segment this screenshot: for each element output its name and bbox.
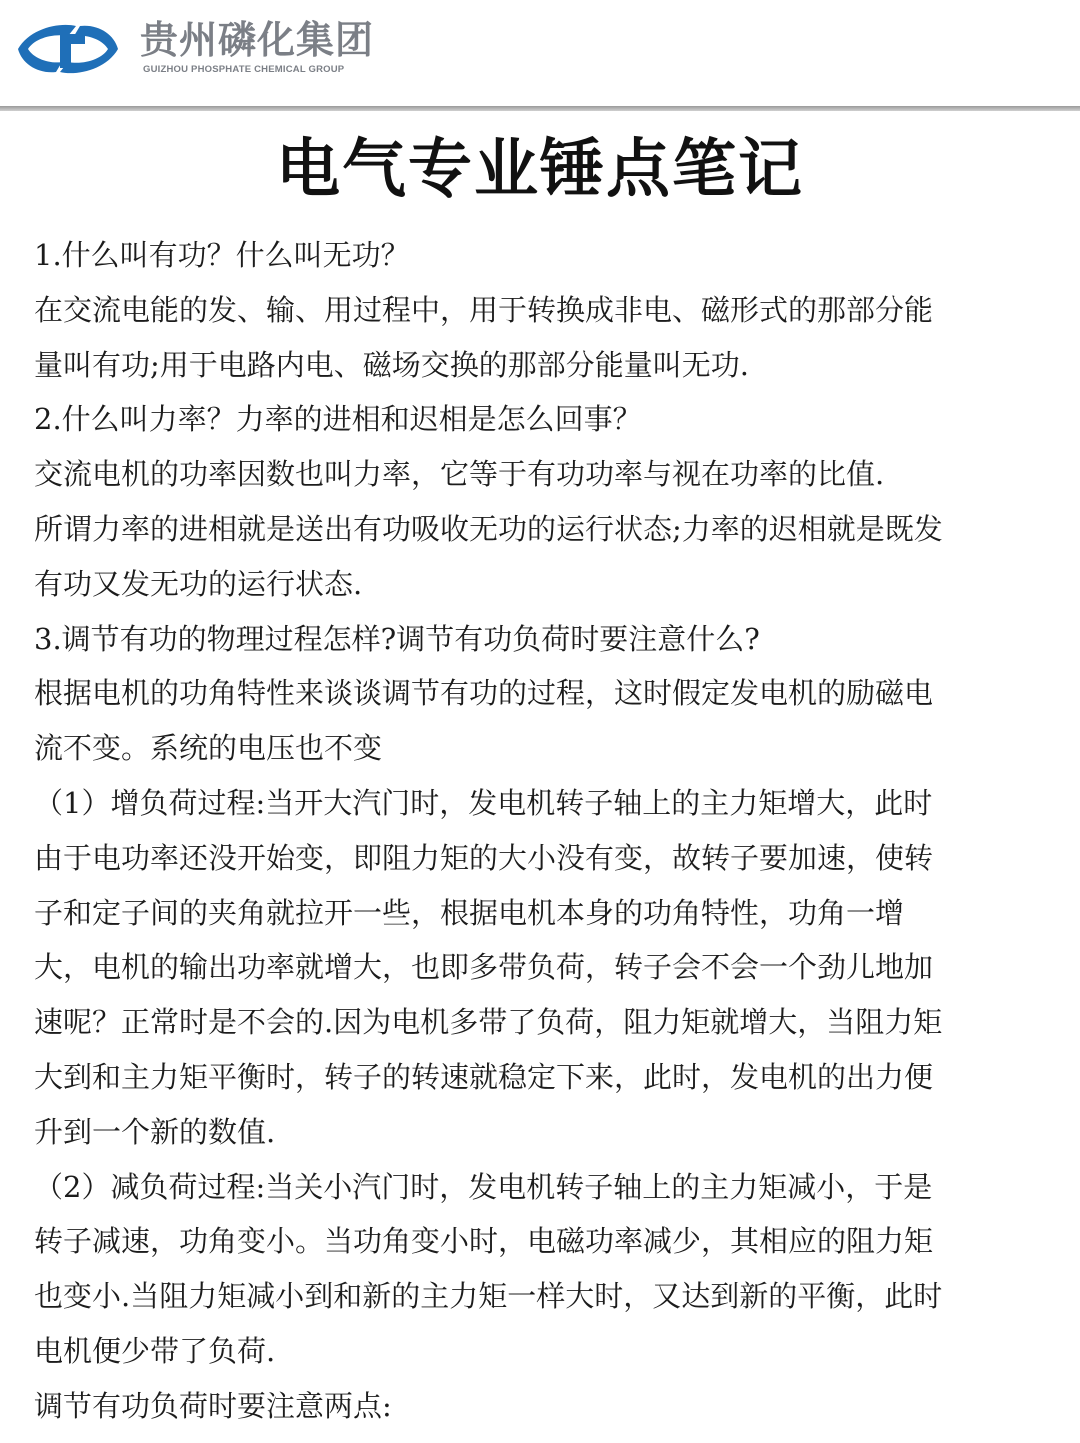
text-line: 子和定子间的夹角就拉开一些，根据电机本身的功角特性，功角一增 bbox=[34, 895, 905, 930]
text-line: 量叫有功;用于电路内电、磁场交换的那部分能量叫无功. bbox=[34, 347, 749, 382]
text-line: （2）减负荷过程:当关小汽门时，发电机转子轴上的主力矩减小，于是 bbox=[34, 1169, 933, 1204]
text-line: 由于电功率还没开始变，即阻力矩的大小没有变，故转子要加速，使转 bbox=[34, 840, 934, 875]
text-line: 交流电机的功率因数也叫力率，它等于有功功率与视在功率的比值. bbox=[34, 457, 885, 492]
text-line: 2.什么叫力率？力率的进相和迟相是怎么回事？ bbox=[34, 402, 642, 437]
text-line: 转子减速，功角变小。当功角变小时，电磁功率减少，其相应的阻力矩 bbox=[34, 1224, 934, 1259]
logo-icon bbox=[10, 14, 126, 84]
header bbox=[0, 0, 1080, 108]
company-name-en: GUIZHOU PHOSPHATE CHEMICAL GROUP bbox=[143, 64, 345, 75]
text-line: 大到和主力矩平衡时，转子的转速就稳定下来，此时，发电机的出力便 bbox=[34, 1059, 934, 1094]
text-line: 电机便少带了负荷. bbox=[34, 1333, 276, 1368]
header-divider bbox=[0, 106, 1080, 111]
text-line: 1.什么叫有功？什么叫无功？ bbox=[34, 238, 410, 272]
company-name: 贵州磷化集团 bbox=[140, 18, 375, 62]
text-line: （1）增负荷过程:当开大汽门时，发电机转子轴上的主力矩增大，此时 bbox=[34, 785, 933, 820]
text-line: 有功又发无功的运行状态. bbox=[34, 566, 363, 601]
text-line: 在交流电能的发、输、用过程中，用于转换成非电、磁形式的那部分能 bbox=[34, 292, 934, 327]
text-line: 大，电机的输出功率就增大，也即多带负荷，转子会不会一个劲儿地加 bbox=[34, 950, 934, 985]
text-line: 升到一个新的数值. bbox=[34, 1114, 276, 1149]
text-line: 速呢？正常时是不会的.因为电机多带了负荷，阻力矩就增大，当阻力矩 bbox=[34, 1005, 943, 1040]
text-line: 调节有功负荷时要注意两点: bbox=[34, 1388, 392, 1423]
article-body bbox=[34, 228, 1044, 1434]
text-line: 所谓力率的进相就是送出有功吸收无功的运行状态;力率的迟相就是既发 bbox=[34, 511, 943, 546]
text-line: 流不变。系统的电压也不变 bbox=[34, 731, 383, 766]
text-line: 也变小.当阻力矩减小到和新的主力矩一样大时，又达到新的平衡，此时 bbox=[34, 1279, 943, 1314]
page-title: 电气专业锤点笔记 bbox=[276, 133, 804, 207]
text-line: 3.调节有功的物理过程怎样?调节有功负荷时要注意什么? bbox=[34, 621, 760, 656]
text-line: 根据电机的功角特性来谈谈调节有功的过程，这时假定发电机的励磁电 bbox=[34, 676, 934, 711]
